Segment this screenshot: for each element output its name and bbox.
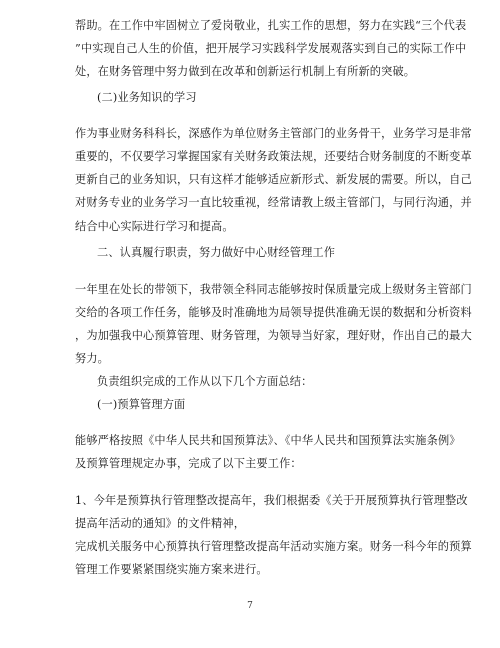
paragraph-line: 更新自己的业务知识，只有这样才能够适应新形式、新发展的需要。所以，自己 <box>75 173 472 186</box>
list-item-line: 1、今年是预算执行管理整改提高年，我们根据委《关于开展预算执行管理整改 <box>75 494 468 507</box>
paragraph-line: 结合中心实际进行学习和提高。 <box>75 220 234 233</box>
list-item-line: 提高年活动的通知》的文件精神， <box>75 517 246 530</box>
paragraph-line: 交给的各项工作任务，能够及时准确地为局领导提供准确无误的数据和分析资料 <box>75 306 472 319</box>
list-item-line: 完成机关服务中心预算执行管理整改提高年活动实施方案。财务一科今年的预算 <box>75 540 472 553</box>
paragraph-line: ”中实现自己人生的价值，把开展学习实践科学发展观落实到自己的实际工作中 <box>75 42 467 55</box>
section-heading-two: 二、认真履行职责，努力做好中心财经管理工作 <box>97 246 336 259</box>
subheading-budget: (一)预算管理方面 <box>97 398 186 411</box>
page-number: 7 <box>247 601 253 611</box>
subheading-business-study: (二)业务知识的学习 <box>97 91 197 104</box>
list-item-line: 管理工作要紧紧围绕实施方案来进行。 <box>75 563 268 576</box>
paragraph-line: 一年里在处长的带领下，我带领全科同志能够按时保质量完成上级财务主管部门 <box>75 283 472 296</box>
paragraph-line: 处，在财务管理中努力做到在改革和创新运行机制上有所新的突破。 <box>75 65 416 78</box>
summary-intro: 负责组织完成的工作从以下几个方面总结： <box>97 375 313 388</box>
paragraph-line: 努力。 <box>75 352 110 365</box>
paragraph-line: 重要的，不仅要学习掌握国家有关财务政策法规，还要结合财务制度的不断变革 <box>75 150 472 163</box>
paragraph-line: 对财务专业的业务学习一直比较重视，经常请教上级主管部门，与同行沟通，并 <box>75 196 472 209</box>
paragraph-line: 及预算管理规定办事，完成了以下主要工作： <box>75 457 302 470</box>
paragraph-line: ，为加强我中心预算管理、财务管理，为领导当好家，理好财，作出自己的最大 <box>75 329 472 342</box>
paragraph-line: 能够严格按照《中华人民共和国预算法》、《中华人民共和国预算法实施条例》 <box>75 434 461 447</box>
paragraph-line: 帮助。在工作中牢固树立了爱岗敬业，扎实工作的思想，努力在实践“三个代表 <box>75 19 467 32</box>
paragraph-line: 作为事业财务科科长，深感作为单位财务主管部门的业务骨干，业务学习是非常 <box>75 127 472 140</box>
